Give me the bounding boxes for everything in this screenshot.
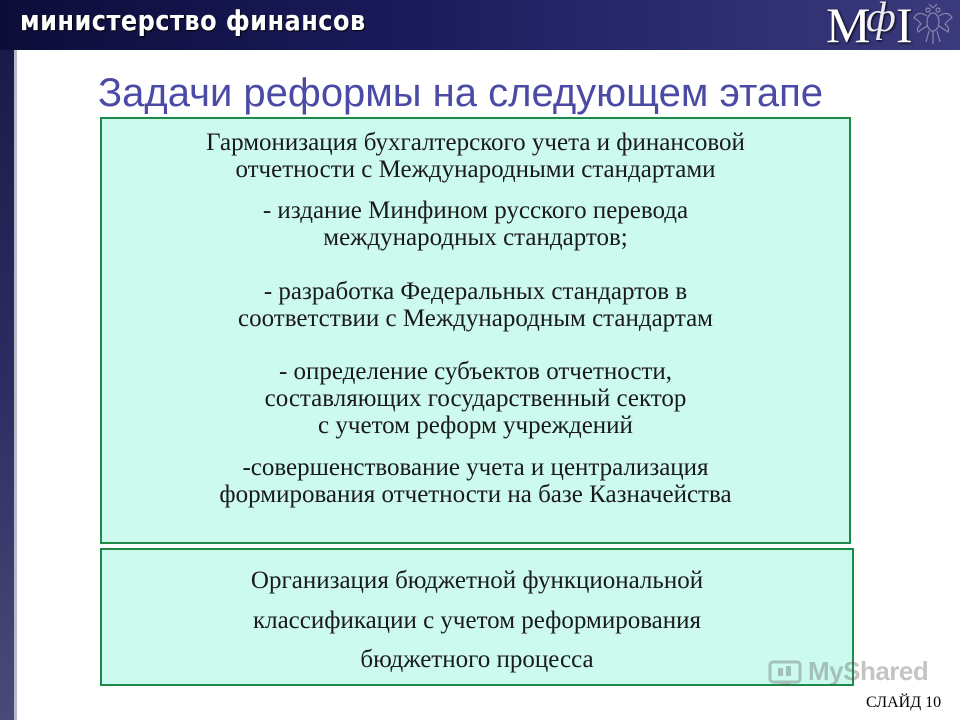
reform-tasks-box (100, 117, 851, 544)
box2-line-3: бюджетного процесса (360, 646, 594, 673)
myshared-watermark (768, 656, 928, 690)
box1-line-8: составляющих государственный сектор (264, 385, 687, 412)
box1-line-6: соответствии с Международным стандартам (238, 305, 713, 332)
ministry-logo (826, 0, 916, 53)
logo-letter-f: ф (866, 0, 896, 41)
box1-line-4: международных стандартов; (323, 224, 628, 251)
logo-letter-m: М (826, 0, 871, 53)
box1-line-1: Гармонизация бухгалтерского учета и финансовой (206, 129, 745, 156)
classification-box (100, 548, 854, 686)
box1-line-5: - разработка Федеральных стандартов в (263, 278, 688, 305)
box1-line-11: формирования отчетности на базе Казначейства (219, 481, 732, 508)
slide-number: СЛАЙД 10 (866, 694, 942, 711)
left-side-bar (0, 50, 14, 720)
box1-line-7: - определение субъектов отчетности, (278, 358, 673, 385)
myshared-logo-icon (768, 658, 802, 688)
box1-line-2: отчетности с Международными стандартами (235, 156, 716, 183)
box1-line-10: -совершенствование учета и централизация (242, 454, 709, 481)
watermark-text: MyShared (808, 656, 929, 686)
box1-line-9: с учетом реформ учреждений (318, 412, 633, 439)
box1-line-3: - издание Минфином русского перевода (262, 197, 689, 224)
box2-line-2: классификации с учетом реформирования (252, 607, 702, 634)
box2-line-1: Организация бюджетной функциональной (250, 567, 704, 594)
double-headed-eagle-icon (912, 2, 954, 46)
logo-letter-l: I (896, 0, 913, 53)
ministry-title: министерство финансов (20, 4, 366, 37)
slide-title: Задачи реформы на следующем этапе (98, 71, 824, 115)
left-side-edge (14, 50, 17, 720)
header-bar (0, 0, 960, 53)
